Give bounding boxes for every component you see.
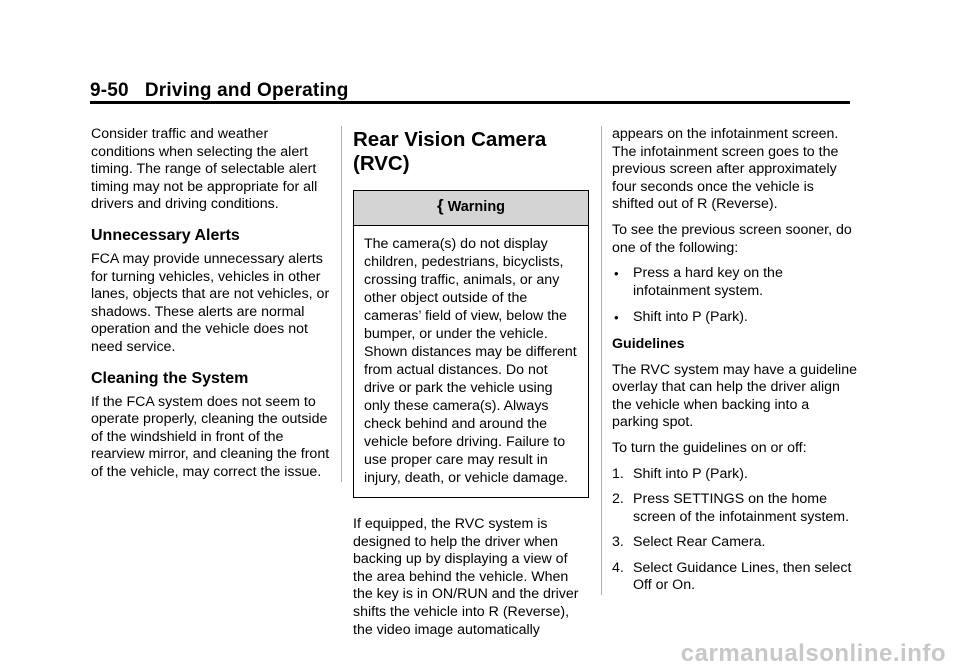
step-item [612, 560, 857, 595]
column-right [612, 126, 857, 603]
unnecessary-alerts-text: FCA may provide unnecessary alerts for turning vehicles, vehicles in other lanes, objects that are not vehicles, or shadows. These alerts are normal operation and the vehicle does not need service. [91, 250, 330, 355]
step-item [612, 491, 857, 526]
guidelines-steps [612, 466, 857, 596]
cleaning-text: If the FCA system does not seem to operate properly, cleaning the outside of the windshield in front of the rearview mirror, and cleaning the front of the vehicle, may correct the issue. [91, 393, 330, 480]
column-divider-left [341, 126, 342, 482]
list-item [612, 265, 857, 300]
section-title: Driving and Operating [144, 80, 349, 101]
step-item [612, 534, 857, 552]
warning-icon: { [436, 195, 444, 215]
warning-box [353, 190, 589, 498]
step-number: 3. [612, 534, 624, 551]
bullet-icon: • [614, 266, 619, 282]
list-item-text: Shift into P (Park). [633, 309, 748, 326]
continued-paragraph: appears on the infotainment screen. The infotainment screen goes to the previous screen after approximately four seconds once the vehicle is shifted out of R (Reverse). [612, 126, 839, 213]
header-rule [90, 101, 850, 104]
bullet-icon: • [614, 310, 619, 326]
list-item [612, 309, 857, 327]
rvc-heading: Rear Vision Camera (RVC) [353, 128, 547, 175]
column-divider-right [601, 126, 602, 595]
unnecessary-alerts-heading: Unnecessary Alerts [91, 226, 240, 244]
warning-title: Warning [447, 199, 506, 216]
intro-paragraph: Consider traffic and weather conditions when selecting the alert timing. The range of selectable alert timing may not be appropriate for all drivers and driving conditions. [91, 126, 318, 213]
step-text: Shift into P (Park). [633, 465, 748, 482]
guidelines-heading: Guidelines [612, 335, 685, 352]
step-number: 1. [612, 465, 624, 482]
step-item [612, 466, 857, 484]
step-text: Select Guidance Lines, then select Off or On. [633, 559, 852, 594]
step-number: 2. [612, 491, 624, 508]
rvc-description: If equipped, the RVC system is designed to help the driver when backing up by displaying a view of the area behind the vehicle. When the key is in ON/RUN and the driver shifts the vehicle into R (Reverse), the video image automatically [353, 516, 579, 638]
warning-text: The camera(s) do not display children, pedestrians, bicyclists, crossing traffic, animals, or any other object outside of the cameras’ field of view, below the bumper, or under the vehicle. Shown distances may be different from actual distances. Do not drive or park the vehicle using only these camera(s). Always check behind and around the vehicle before driving. Failure to use proper care may result in injury, death, or vehicle damage. [364, 236, 577, 486]
previous-screen-intro: To see the previous screen sooner, do one of the following: [612, 221, 852, 256]
step-text: Press SETTINGS on the home screen of the infotainment system. [633, 491, 850, 525]
column-middle [353, 128, 589, 647]
previous-screen-options [612, 265, 857, 327]
page-header [90, 80, 349, 102]
warning-header [354, 191, 588, 226]
list-item-text: Press a hard key on the infotainment system. [633, 265, 783, 299]
step-number: 4. [612, 559, 624, 576]
step-text: Select Rear Camera. [633, 534, 766, 551]
guidelines-toggle-intro: To turn the guidelines on or off: [612, 439, 807, 456]
page-number: 9-50 [90, 80, 129, 101]
cleaning-heading: Cleaning the System [91, 369, 249, 387]
column-left [91, 126, 331, 490]
guidelines-text: The RVC system may have a guideline overlay that can help the driver align the vehicle when backing into a parking spot. [612, 361, 857, 431]
watermark: carmanualsonline.info [680, 640, 946, 667]
